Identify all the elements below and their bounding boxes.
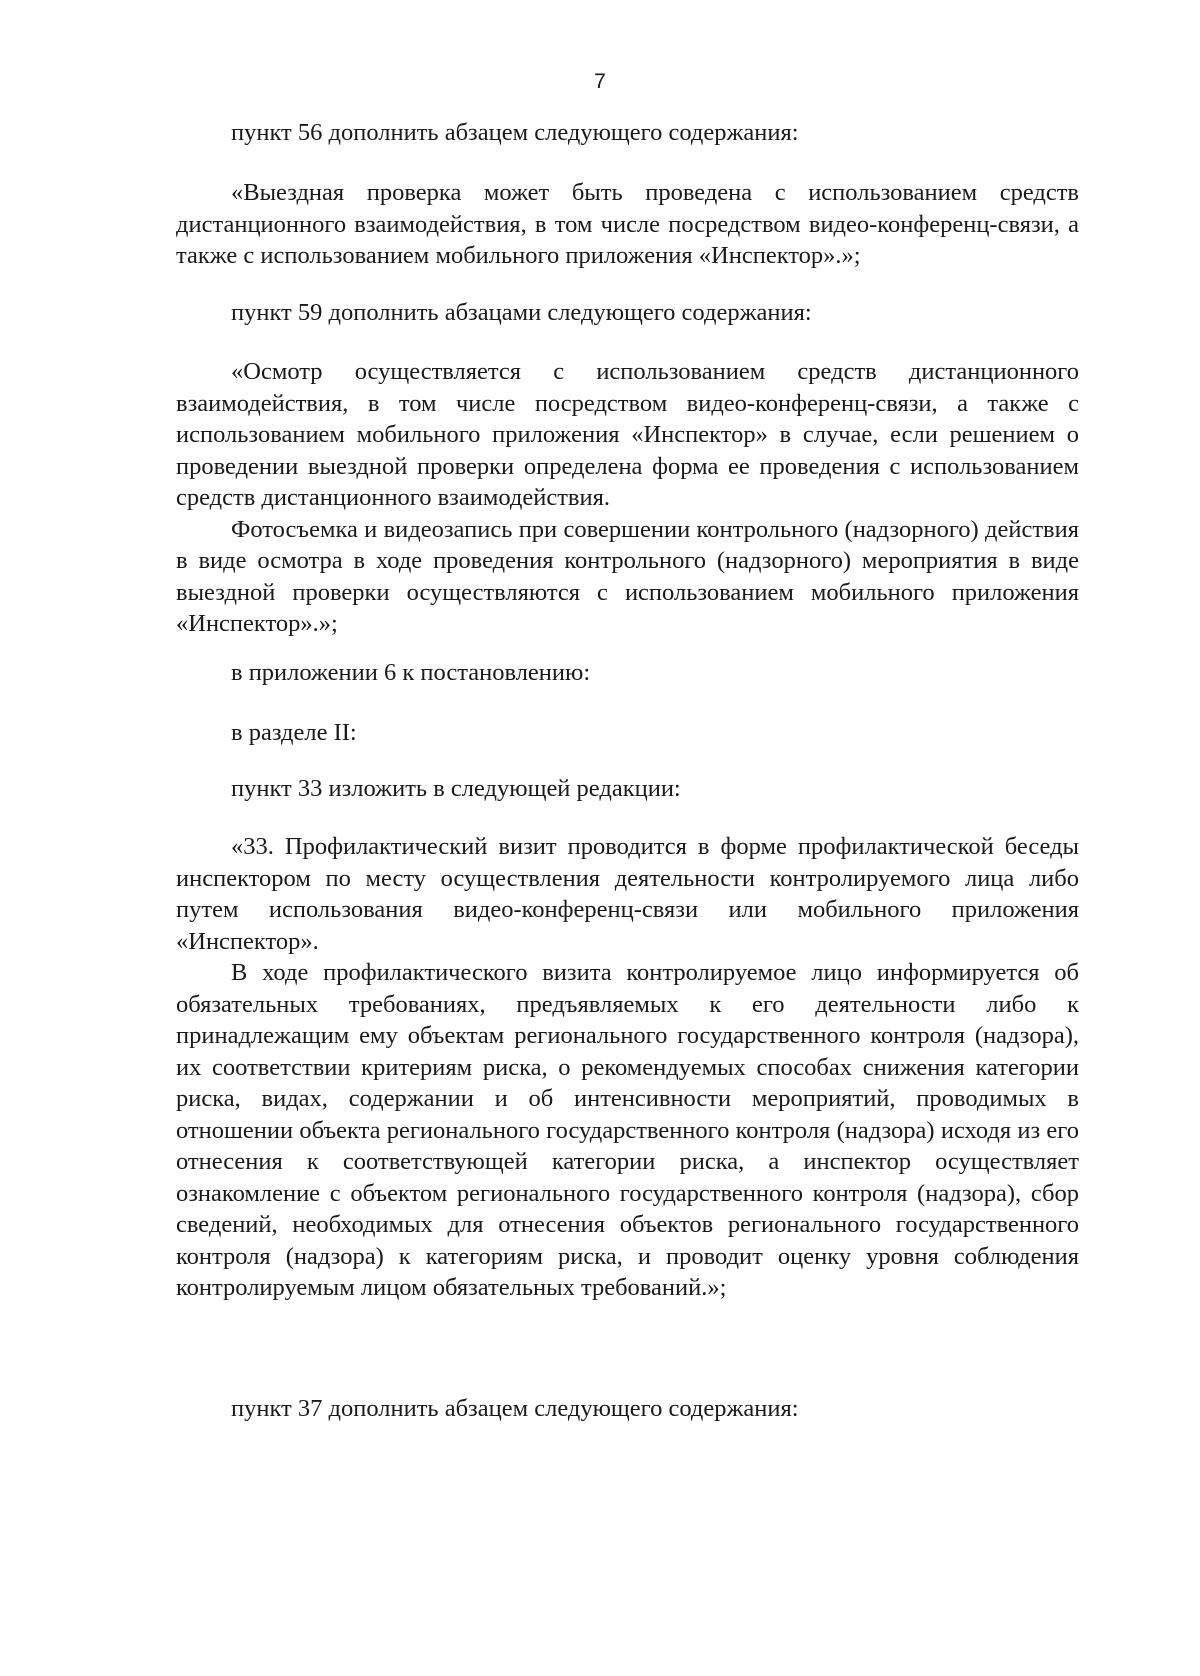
quote-block-33 — [176, 831, 1079, 1304]
paragraph-inspection-remote: «Осмотр осуществляется с использованием средств дистанционного взаимодействия, в том числе посредством видео-конференц-связи, а также с использованием мобильного приложения «Инспектор» в случае, если решением о проведении выездной проверки определена форма ее проведения с использованием средств дистанционного взаимодействия. — [176, 358, 1079, 511]
paragraph-preventive-visit: «33. Профилактический визит проводится в форме профилактической беседы инспектором по месту осуществления деятельности контролируемого лица либо путем использования видео-конференц-связи или мобильного приложения «Инспектор». — [176, 833, 1079, 955]
paragraph-item-33: пункт 33 изложить в следующей редакции: — [231, 775, 681, 802]
paragraph-visit-details: В ходе профилактического визита контролируемое лицо информируется об обязательных требованиях, предъявляемых к его деятельности либо к принадлежащим ему объектам регионального государственного контроля (надзора), их соответствии критериям риска, о рекомендуемых способах снижения категории риска, видах, содержании и об интенсивности мероприятий, проводимых в отношении объекта регионального государственного контроля (надзора) исходя из его отнесения к соответствующей категории риска, а инспектор осуществляет ознакомление с объектом регионального государственного контроля (надзора), сбор сведений, необходимых для отнесения объектов регионального государственного контроля (надзора) к категориям риска, и проводит оценку уровня соблюдения контролируемым лицом обязательных требований.»; — [176, 959, 1079, 1301]
quote-block-56 — [176, 177, 1079, 272]
paragraph-appendix-6: в приложении 6 к постановлению: — [231, 659, 591, 686]
paragraph-item-37: пункт 37 дополнить абзацем следующего содержания: — [231, 1395, 799, 1422]
paragraph-item-56: пункт 56 дополнить абзацем следующего содержания: — [231, 119, 799, 146]
paragraph-onsite-inspection: «Выездная проверка может быть проведена с использованием средств дистанционного взаимодействия, в том числе посредством видео-конференц-связи, а также с использованием мобильного приложения «Инспектор».»; — [176, 179, 1079, 269]
page-number: 7 — [594, 70, 606, 93]
quote-block-59 — [176, 356, 1079, 640]
paragraph-item-59: пункт 59 дополнить абзацами следующего содержания: — [231, 299, 812, 326]
paragraph-section-ii: в разделе II: — [231, 719, 357, 746]
paragraph-photo-video: Фотосъемка и видеозапись при совершении контрольного (надзорного) действия в виде осмотра в ходе проведения контрольного (надзорного) мероприятия в виде выездной проверки осуществляются с использованием мобильного приложения «Инспектор».»; — [176, 515, 1079, 637]
